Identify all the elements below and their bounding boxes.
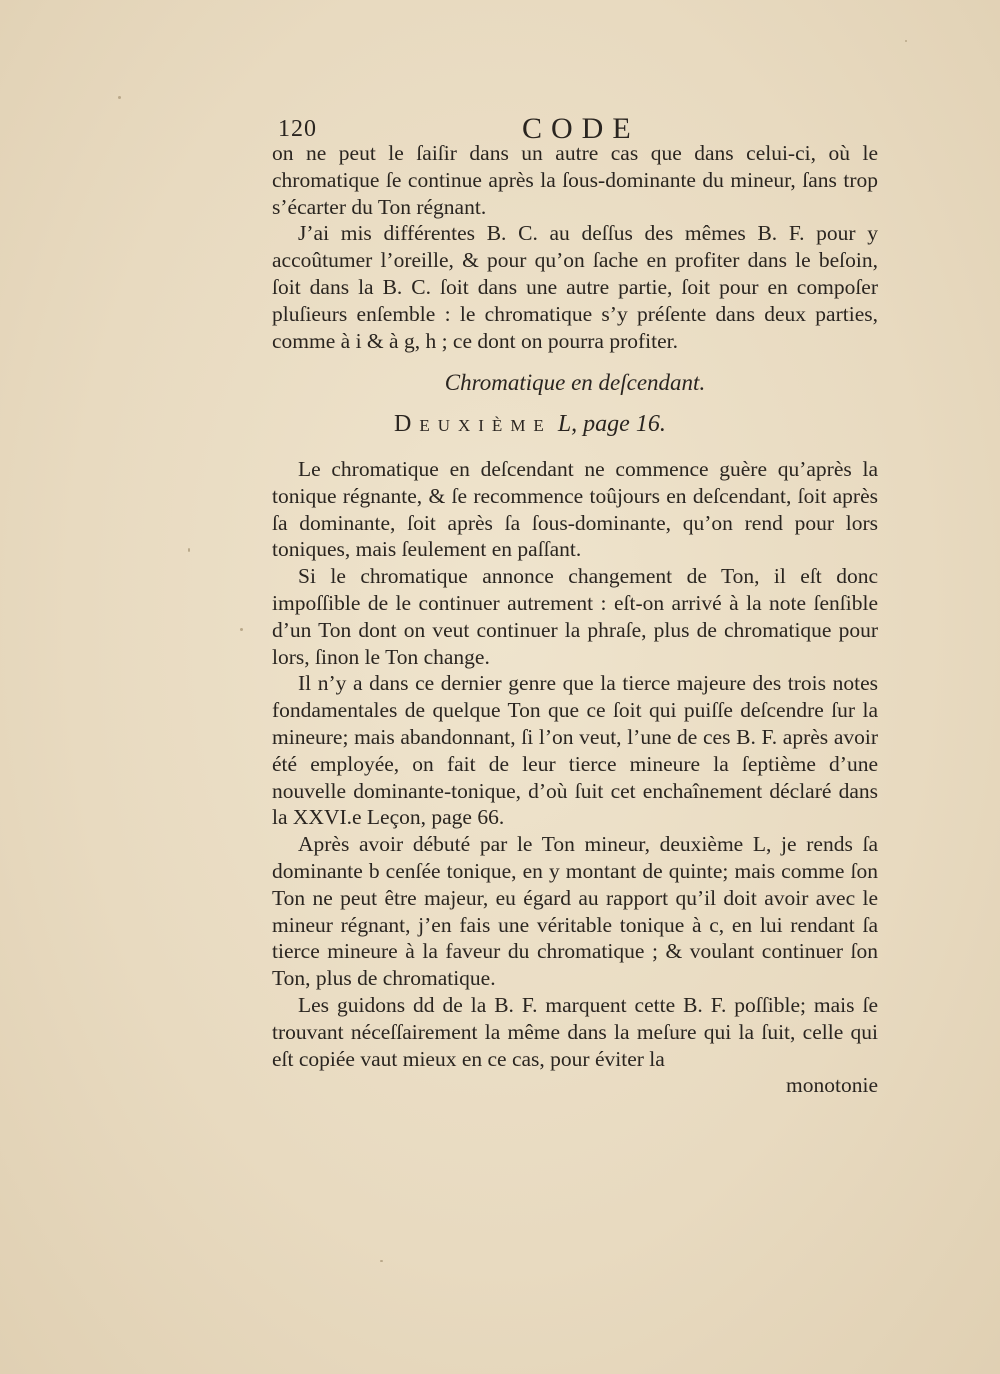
section-heading-word: Deuxième xyxy=(394,411,552,438)
paragraph: J’ai mis différentes B. C. au deſſus des mêmes B. F. pour y accoûtumer l’oreille, & pour qu’on ſache en profiter dans le beſoin, ſoit dans la B. C. ſoit dans une autre partie, ſoit pour en compoſer pluſieurs enſemble : le chromatique s’y préſente dans deux parties, comme à i & à g, h ; ce dont on pourra profiter. xyxy=(272,221,878,353)
paragraph: Les guidons dd de la B. F. marquent cette B. F. poſſible; mais ſe trouvant néceſſairement la même dans la meſure qui la ſuit, celle qui eſt copiée vaut mieux en ce cas, pour éviter la xyxy=(272,992,878,1071)
page-number: 120 xyxy=(278,116,317,142)
paragraph: Le chromatique en deſcendant ne commence guère qu’après la tonique régnante, & ſe recommence toûjours en deſcendant, ſoit après ſa dominante, ſoit après ſa ſous-dominante, qu’on rend pour lors toniques, mais ſeulement en paſſant. xyxy=(272,456,878,562)
section-heading xyxy=(272,411,878,438)
running-title: CODE xyxy=(522,112,640,145)
catchword: monotonie xyxy=(786,1073,878,1098)
paragraph: on ne peut le ſaiſir dans un autre cas que dans celui-ci, où le chromatique ſe continue après la ſous-dominante du mineur, ſans trop s’écarter du Ton régnant. xyxy=(272,141,878,219)
section-subtitle: Chromatique en deſcendant. xyxy=(444,370,706,396)
paragraph: Après avoir débuté par le Ton mineur, deuxième L, je rends ſa dominante b cenſée tonique, en y montant de quinte; mais comme ſon Ton ne peut être majeur, eu égard au rapport qu’il doit avoir avec le mineur régnant, j’en fais une véritable tonique à c, en lui rendant ſa tierce mineure à la faveur du chromatique ; & voulant continuer ſon Ton, plus de chromatique. xyxy=(272,832,878,991)
section-heading-reference: L, page 16. xyxy=(557,411,666,438)
paragraph: Il n’y a dans ce dernier genre que la tierce majeure des trois notes fondamentales de quelque Ton que ce ſoit qui puiſſe deſcendre ſur la mineure; mais abandonnant, ſi l’on veut, l’une de ces B. F. après avoir été employée, on fait de leur tierce mineure la ſeptième d’une nouvelle dominante-tonique, d’où ſuit cet enchaînement déclaré dans la XXVI.e Leçon, page 66. xyxy=(272,671,878,830)
body-text xyxy=(272,140,878,1099)
paragraph: Si le chromatique annonce changement de Ton, il eſt donc impoſſible de le continuer autrement : eſt-on arrivé à la note ſenſible d’un Ton dont on veut continuer la phraſe, plus de chromatique pour lors, ſinon le Ton change. xyxy=(272,564,878,669)
